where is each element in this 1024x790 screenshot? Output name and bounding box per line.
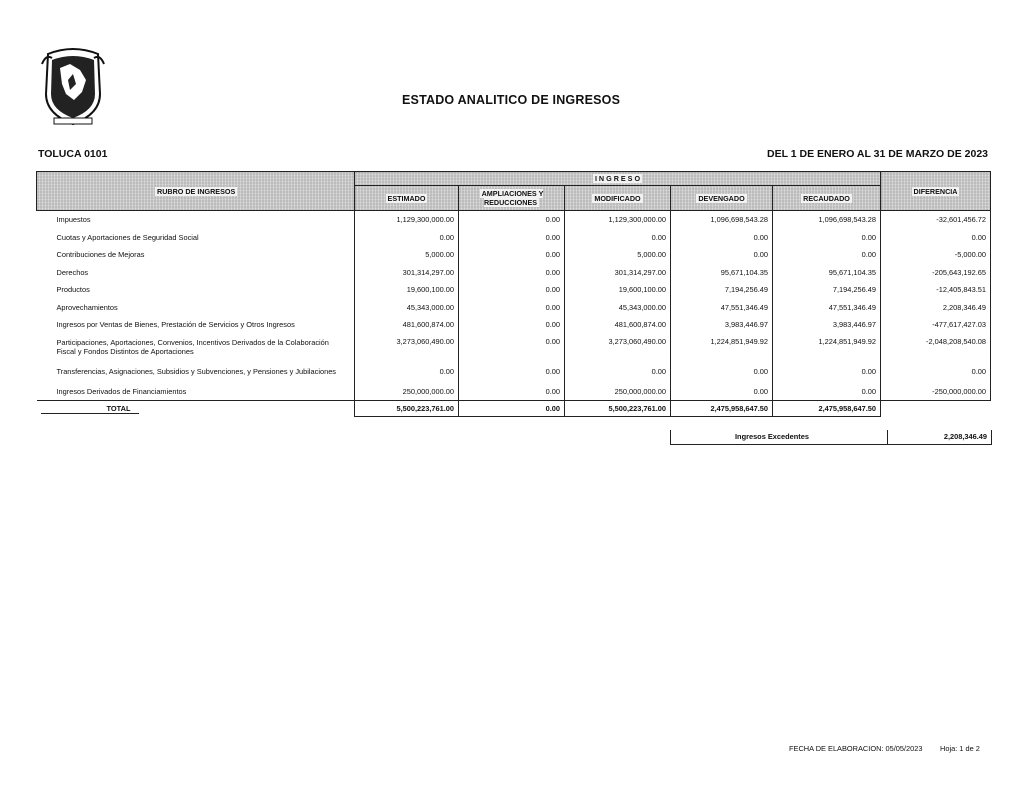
modificado-cell: 45,343,000.00 [565,299,671,317]
ampliaciones-cell: 0.00 [459,246,565,264]
column-header-modificado: MODIFICADO [565,186,671,211]
ampliaciones-cell: 0.00 [459,281,565,299]
page-title: ESTADO ANALITICO DE INGRESOS [402,93,621,107]
excess-income-box [670,430,992,445]
total-estimado: 5,500,223,761.00 [355,401,459,417]
row-label: Impuestos [37,211,355,229]
row-label: Cuotas y Aportaciones de Seguridad Social [37,229,355,247]
column-header-diferencia: DIFERENCIA [881,172,991,211]
estimado-cell: 0.00 [355,360,459,383]
estimado-cell: 5,000.00 [355,246,459,264]
elaboration-date: FECHA DE ELABORACION: 05/05/2023 [789,744,923,753]
row-label: Transferencias, Asignaciones, Subsidios y Subvenciones, y Pensiones y Jubilaciones [37,360,355,383]
diferencia-cell: 0.00 [881,360,991,383]
column-header-rubro: RUBRO DE INGRESOS [37,172,355,211]
estimado-cell: 301,314,297.00 [355,264,459,282]
column-header-devengado: DEVENGADO [671,186,773,211]
table-row [37,229,991,247]
devengado-cell: 0.00 [671,246,773,264]
diferencia-cell: -5,000.00 [881,246,991,264]
estimado-cell: 481,600,874.00 [355,316,459,334]
devengado-cell: 7,194,256.49 [671,281,773,299]
row-label: Ingresos por Ventas de Bienes, Prestación de Servicios y Otros Ingresos [37,316,355,334]
total-ampliaciones: 0.00 [459,401,565,417]
column-header-recaudado: RECAUDADO [773,186,881,211]
table-row [37,211,991,229]
row-label: Derechos [37,264,355,282]
devengado-cell: 3,983,446.97 [671,316,773,334]
table-row [37,299,991,317]
column-header-ampliaciones: AMPLIACIONES Y REDUCCIONES [459,186,565,211]
recaudado-cell: 47,551,346.49 [773,299,881,317]
total-modificado: 5,500,223,761.00 [565,401,671,417]
entity-name: TOLUCA 0101 [38,148,108,160]
recaudado-cell: 7,194,256.49 [773,281,881,299]
total-devengado: 2,475,958,647.50 [671,401,773,417]
report-period: DEL 1 DE ENERO AL 31 DE MARZO DE 2023 [767,148,988,160]
modificado-cell: 0.00 [565,360,671,383]
estimado-cell: 250,000,000.00 [355,383,459,401]
state-seal-logo [40,44,106,128]
table-row [37,316,991,334]
recaudado-cell: 0.00 [773,229,881,247]
recaudado-cell: 0.00 [773,246,881,264]
modificado-cell: 19,600,100.00 [565,281,671,299]
row-label: Ingresos Derivados de Financiamientos [37,383,355,401]
modificado-cell: 5,000.00 [565,246,671,264]
estimado-cell: 0.00 [355,229,459,247]
row-label: Contribuciones de Mejoras [37,246,355,264]
recaudado-cell: 1,224,851,949.92 [773,334,881,360]
diferencia-cell: -2,048,208,540.08 [881,334,991,360]
column-header-estimado: ESTIMADO [355,186,459,211]
estimado-cell: 19,600,100.00 [355,281,459,299]
total-row [37,401,991,417]
excess-income-label: Ingresos Excedentes [735,432,809,441]
recaudado-cell: 95,671,104.35 [773,264,881,282]
modificado-cell: 1,129,300,000.00 [565,211,671,229]
modificado-cell: 250,000,000.00 [565,383,671,401]
row-label: Productos [37,281,355,299]
devengado-cell: 47,551,346.49 [671,299,773,317]
ampliaciones-cell: 0.00 [459,316,565,334]
ampliaciones-cell: 0.00 [459,211,565,229]
recaudado-cell: 0.00 [773,360,881,383]
estimado-cell: 1,129,300,000.00 [355,211,459,229]
diferencia-cell: -32,601,456.72 [881,211,991,229]
ampliaciones-cell: 0.00 [459,299,565,317]
diferencia-cell: -250,000,000.00 [881,383,991,401]
ampliaciones-cell: 0.00 [459,334,565,360]
recaudado-cell: 0.00 [773,383,881,401]
table-row [37,281,991,299]
ampliaciones-cell: 0.00 [459,360,565,383]
table-row [37,383,991,401]
modificado-cell: 481,600,874.00 [565,316,671,334]
ampliaciones-cell: 0.00 [459,383,565,401]
devengado-cell: 0.00 [671,383,773,401]
ampliaciones-cell: 0.00 [459,264,565,282]
modificado-cell: 3,273,060,490.00 [565,334,671,360]
devengado-cell: 0.00 [671,360,773,383]
estimado-cell: 3,273,060,490.00 [355,334,459,360]
row-label: Aprovechamientos [37,299,355,317]
page-number: Hoja: 1 de 2 [940,744,980,753]
total-recaudado: 2,475,958,647.50 [773,401,881,417]
diferencia-cell: 0.00 [881,229,991,247]
diferencia-cell: 2,208,346.49 [881,299,991,317]
row-label: Participaciones, Aportaciones, Convenios, Incentivos Derivados de la Colaboración Fiscal y Fondos Distintos de Aportaciones [37,334,355,360]
estimado-cell: 45,343,000.00 [355,299,459,317]
diferencia-cell: -12,405,843.51 [881,281,991,299]
modificado-cell: 0.00 [565,229,671,247]
recaudado-cell: 3,983,446.97 [773,316,881,334]
income-table [36,171,991,417]
table-row [37,360,991,383]
table-row [37,264,991,282]
table-row [37,246,991,264]
devengado-cell: 95,671,104.35 [671,264,773,282]
ampliaciones-cell: 0.00 [459,229,565,247]
modificado-cell: 301,314,297.00 [565,264,671,282]
devengado-cell: 1,224,851,949.92 [671,334,773,360]
group-header-ingreso: I N G R E S O [355,172,881,186]
devengado-cell: 0.00 [671,229,773,247]
devengado-cell: 1,096,698,543.28 [671,211,773,229]
recaudado-cell: 1,096,698,543.28 [773,211,881,229]
excess-income-value: 2,208,346.49 [943,432,987,441]
diferencia-cell: -477,617,427.03 [881,316,991,334]
diferencia-cell: -205,643,192.65 [881,264,991,282]
table-row [37,334,991,360]
total-label: TOTAL [41,404,139,414]
